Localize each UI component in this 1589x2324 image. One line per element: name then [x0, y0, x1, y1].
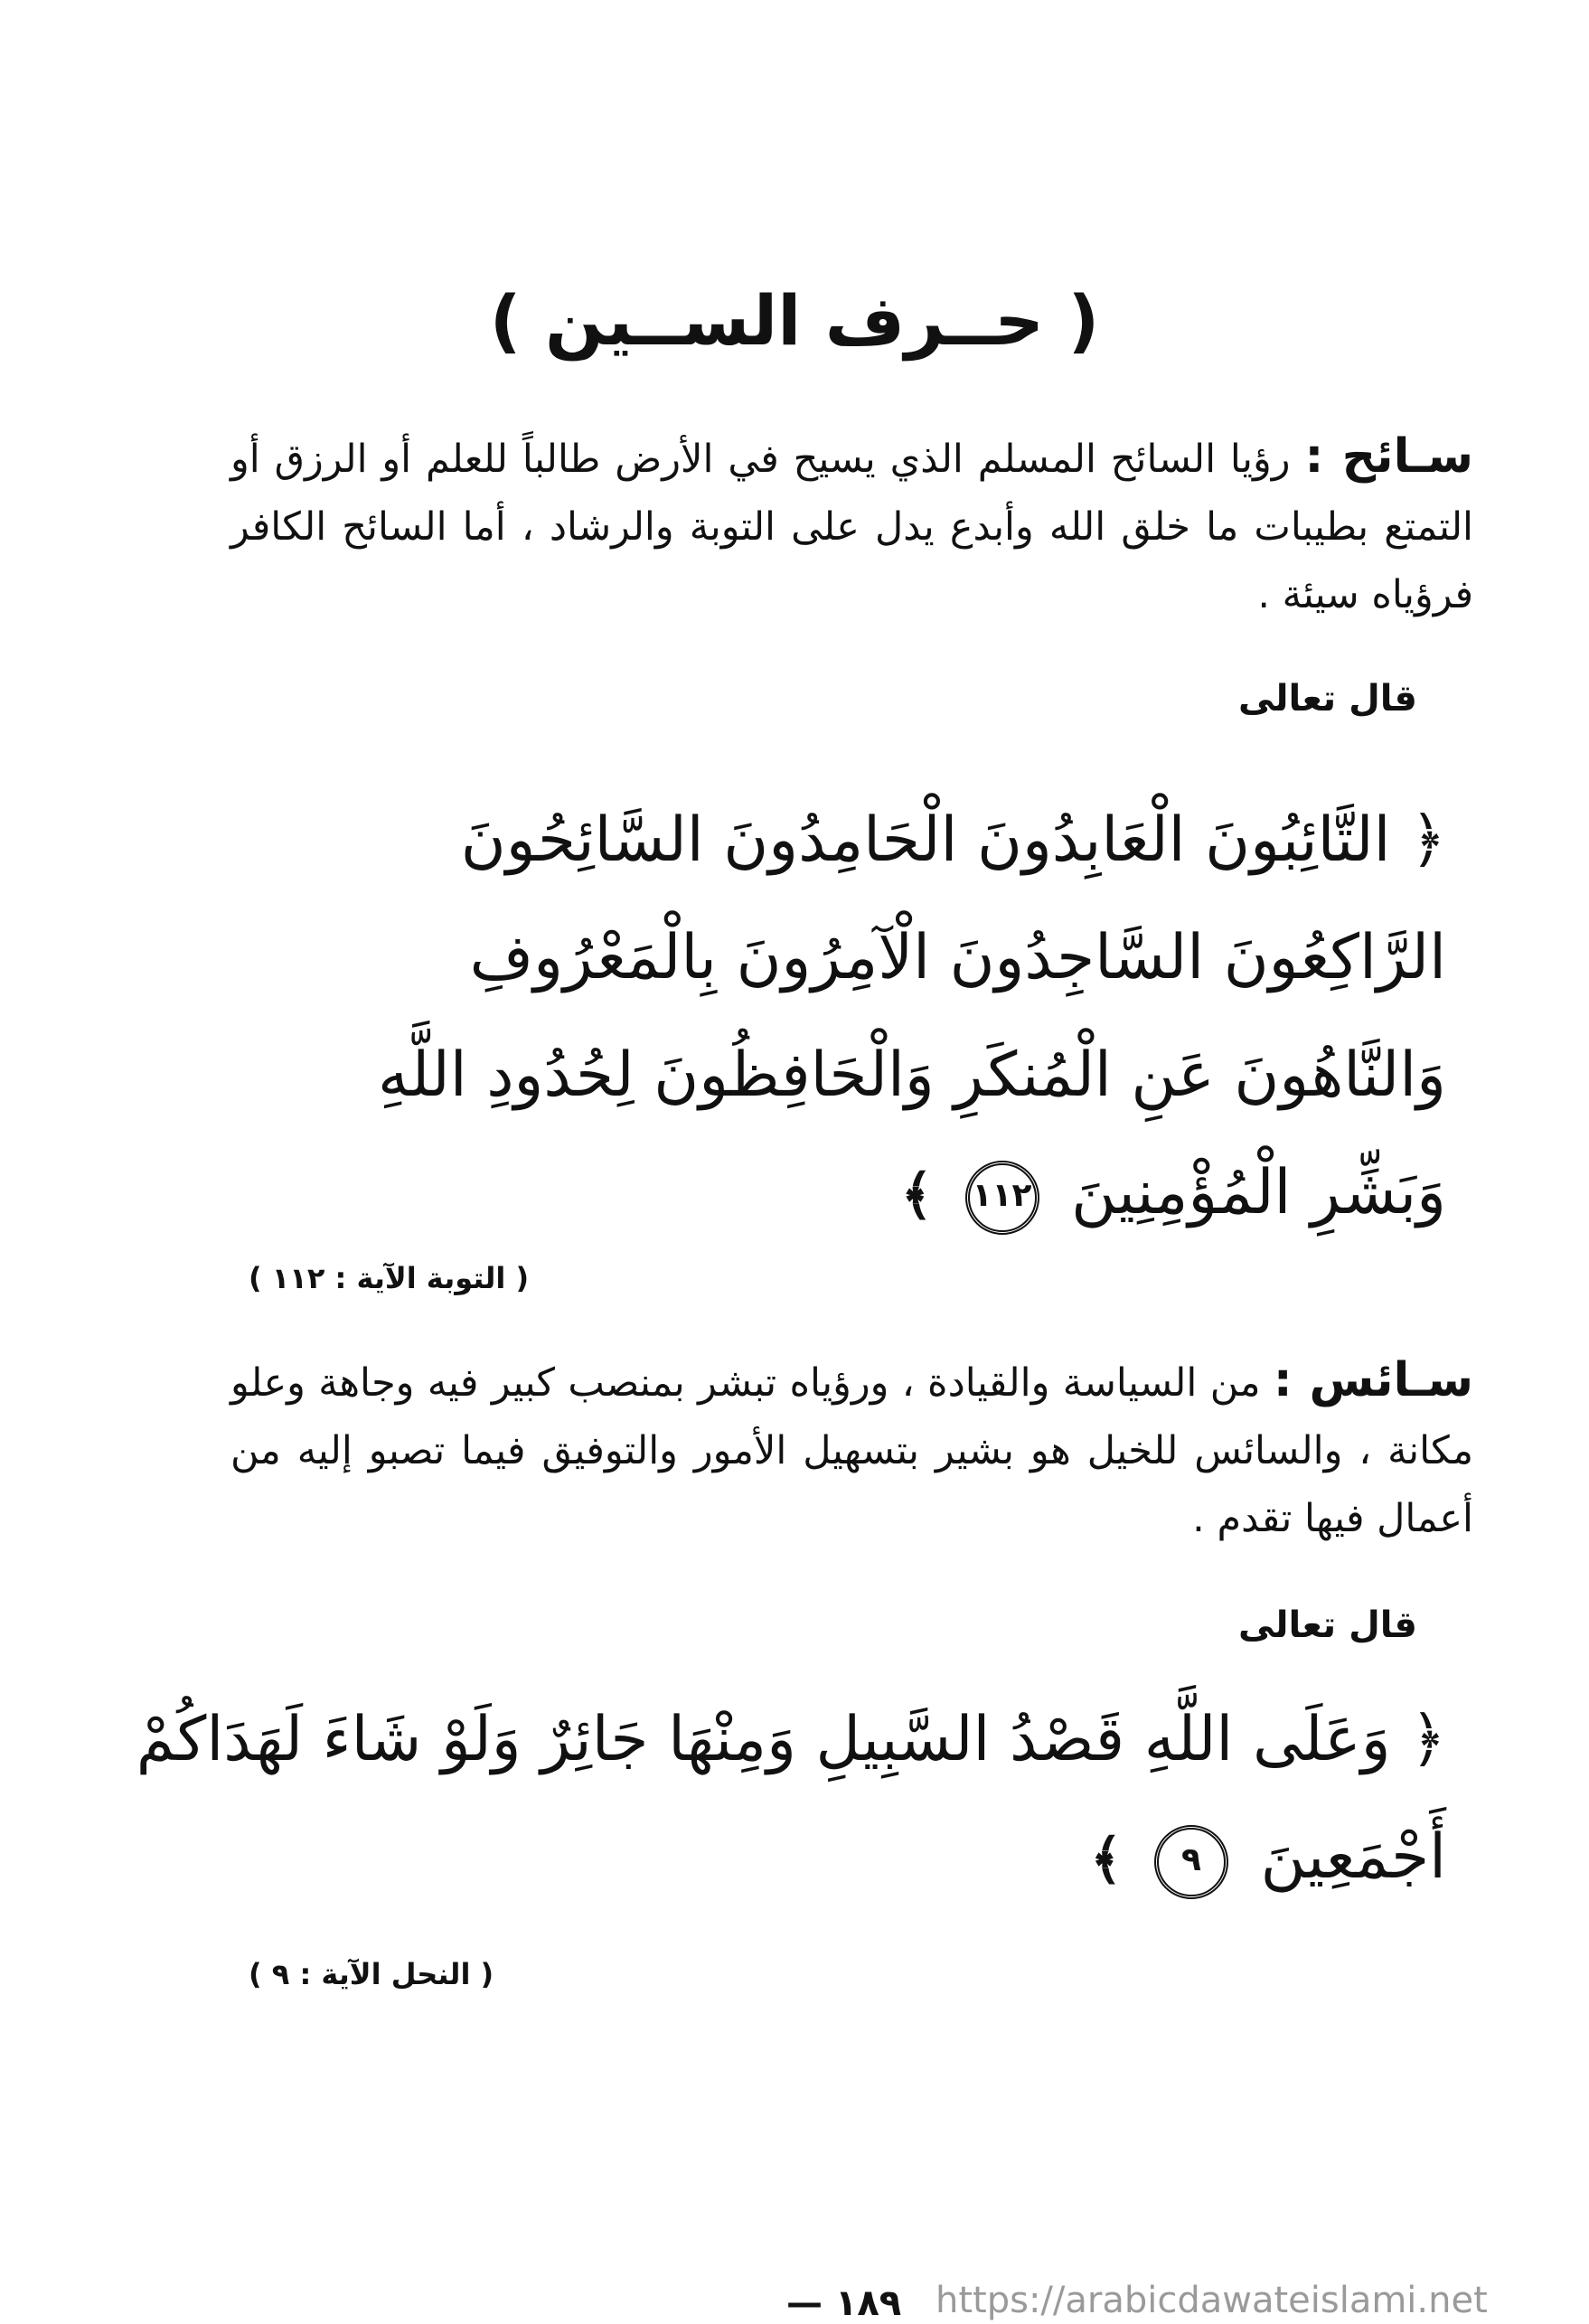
- verse-line: وَبَشِّرِ الْمُؤْمِنِينَ: [1071, 1157, 1446, 1228]
- verse-closing-bracket: ﴾: [1090, 1828, 1123, 1891]
- verse-intro: قال تعالى: [1238, 1604, 1417, 1646]
- ayah-number-marker: ٩: [1154, 1825, 1228, 1899]
- verse-line: وَالنَّاهُونَ عَنِ الْمُنكَرِ وَالْحَافِظُونَ لِحُدُودِ اللَّهِ: [378, 1040, 1446, 1111]
- watermark-url: https://arabicdawateislami.net: [936, 2280, 1488, 2321]
- verse-line-final: [262, 1134, 1446, 1252]
- page-number: — ١٨٩: [786, 2282, 902, 2324]
- verse-reference: ( النحل الآية : ٩ ): [249, 1957, 494, 1991]
- quran-verse: [262, 782, 1446, 1252]
- entry-headword: سـائس :: [1273, 1353, 1473, 1407]
- quran-verse: [136, 1681, 1446, 1916]
- verse-reference: ( التوبة الآية : ١١٢ ): [249, 1261, 530, 1295]
- verse-line-final: [262, 1799, 1446, 1916]
- verse-line: الرَّاكِعُونَ السَّاجِدُونَ الْآمِرُونَ بِالْمَعْرُوفِ: [469, 922, 1446, 993]
- entry-headword: سـائح :: [1304, 429, 1474, 484]
- entry-paragraph-sais: [230, 1347, 1473, 1553]
- entry-body: من السياسة والقيادة ، ورؤياه تبشر بمنصب كبير فيه وجاهة وعلو مكانة ، والسائس للخيل هو بشير بتسهيل الأمور والتوفيق فيما تصبو إليه من أعمال فيها تقدم .: [230, 1360, 1473, 1541]
- ayah-number-marker: ١١٢: [965, 1161, 1039, 1235]
- entry-paragraph-saih: [230, 423, 1473, 629]
- verse-line: ﴿ وَعَلَى اللَّهِ قَصْدُ السَّبِيلِ وَمِنْهَا جَائِرٌ وَلَوْ شَاءَ لَهَدَاكُمْ: [136, 1704, 1446, 1775]
- chapter-title: ( حــرف الســين ): [489, 280, 1100, 361]
- verse-line: أَجْمَعِينَ: [1260, 1821, 1446, 1893]
- verse-intro: قال تعالى: [1238, 678, 1417, 720]
- verse-closing-bracket: ﴾: [900, 1163, 933, 1227]
- verse-line: ﴿ التَّائِبُونَ الْعَابِدُونَ الْحَامِدُونَ السَّائِحُونَ: [460, 804, 1446, 876]
- entry-body: رؤيا السائح المسلم الذي يسيح في الأرض طالباً للعلم أو الرزق أو التمتع بطيبات ما خلق الله وأبدع يدل على التوبة والرشاد ، أما السائح الكافر فرؤياه سيئة .: [230, 437, 1473, 617]
